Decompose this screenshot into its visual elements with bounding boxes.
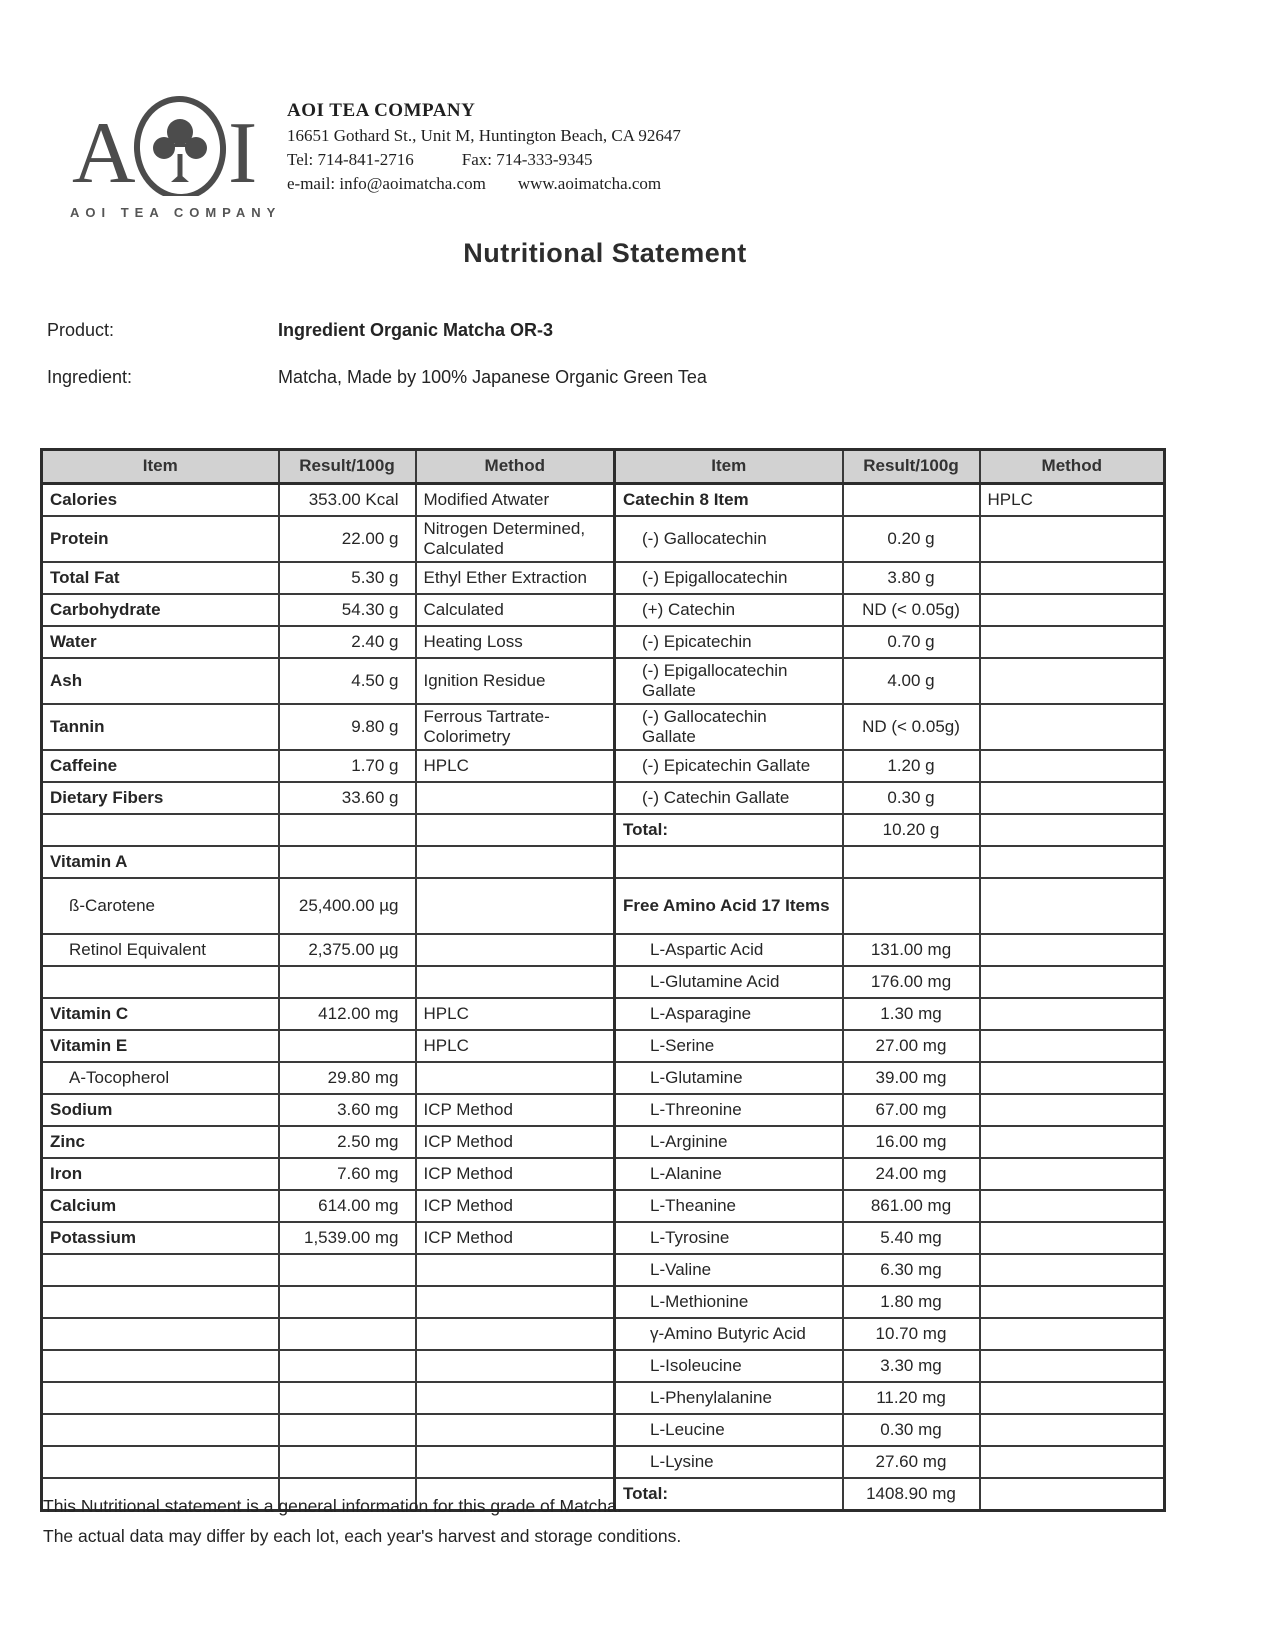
table-cell: Vitamin A bbox=[42, 846, 279, 878]
ingredient-label: Ingredient: bbox=[47, 367, 133, 387]
column-header: Item bbox=[42, 450, 279, 484]
table-cell: 33.60 g bbox=[279, 782, 416, 814]
table-cell: ND (< 0.05g) bbox=[843, 704, 980, 750]
table-row bbox=[42, 1158, 1165, 1190]
table-cell: ICP Method bbox=[416, 1094, 615, 1126]
table-header-row bbox=[42, 450, 1165, 484]
table-cell: (-) Gallocatechin Gallate bbox=[615, 704, 843, 750]
table-cell bbox=[416, 1350, 615, 1382]
table-cell: 353.00 Kcal bbox=[279, 484, 416, 517]
table-cell bbox=[980, 1446, 1165, 1478]
table-cell: 1.30 mg bbox=[843, 998, 980, 1030]
table-cell: Protein bbox=[42, 516, 279, 562]
table-cell: 0.30 mg bbox=[843, 1414, 980, 1446]
company-email: e-mail: info@aoimatcha.com bbox=[287, 174, 486, 193]
table-cell bbox=[980, 1254, 1165, 1286]
table-cell: 2,375.00 µg bbox=[279, 934, 416, 966]
table-cell bbox=[416, 1446, 615, 1478]
table-cell: 1408.90 mg bbox=[843, 1478, 980, 1511]
table-cell bbox=[980, 1222, 1165, 1254]
table-cell: Caffeine bbox=[42, 750, 279, 782]
table-cell bbox=[980, 658, 1165, 704]
table-cell: Ferrous Tartrate- Colorimetry bbox=[416, 704, 615, 750]
table-cell: Nitrogen Determined, Calculated bbox=[416, 516, 615, 562]
table-cell bbox=[416, 1414, 615, 1446]
table-cell bbox=[416, 878, 615, 934]
table-cell bbox=[42, 1350, 279, 1382]
table-cell: Modified Atwater bbox=[416, 484, 615, 517]
footnote bbox=[43, 1496, 681, 1556]
table-cell: Vitamin E bbox=[42, 1030, 279, 1062]
table-cell bbox=[980, 1414, 1165, 1446]
table-cell: 1.70 g bbox=[279, 750, 416, 782]
table-cell bbox=[980, 1286, 1165, 1318]
table-cell bbox=[42, 1382, 279, 1414]
table-cell: 39.00 mg bbox=[843, 1062, 980, 1094]
table-row bbox=[42, 1254, 1165, 1286]
table-row bbox=[42, 1318, 1165, 1350]
table-cell: 5.40 mg bbox=[843, 1222, 980, 1254]
table-cell: ND (< 0.05g) bbox=[843, 594, 980, 626]
table-cell bbox=[980, 704, 1165, 750]
table-cell bbox=[279, 1030, 416, 1062]
table-cell bbox=[279, 1350, 416, 1382]
table-cell bbox=[42, 1286, 279, 1318]
table-cell: HPLC bbox=[980, 484, 1165, 517]
column-header: Method bbox=[980, 450, 1165, 484]
table-cell: 9.80 g bbox=[279, 704, 416, 750]
table-cell: 1.80 mg bbox=[843, 1286, 980, 1318]
company-tel: Tel: 714-841-2716 bbox=[287, 150, 414, 169]
table-cell: L-Alanine bbox=[615, 1158, 843, 1190]
table-cell: 27.60 mg bbox=[843, 1446, 980, 1478]
table-row bbox=[42, 782, 1165, 814]
table-cell: (-) Epigallocatechin Gallate bbox=[615, 658, 843, 704]
table-row bbox=[42, 1222, 1165, 1254]
table-cell: 412.00 mg bbox=[279, 998, 416, 1030]
table-cell: 0.70 g bbox=[843, 626, 980, 658]
product-value: Ingredient Organic Matcha OR-3 bbox=[278, 320, 554, 340]
table-cell bbox=[980, 814, 1165, 846]
table-cell: 29.80 mg bbox=[279, 1062, 416, 1094]
table-cell bbox=[416, 934, 615, 966]
table-cell bbox=[42, 814, 279, 846]
table-cell bbox=[980, 1126, 1165, 1158]
table-cell bbox=[980, 1350, 1165, 1382]
table-cell: ß-Carotene bbox=[42, 878, 279, 934]
table-cell: 24.00 mg bbox=[843, 1158, 980, 1190]
table-cell: HPLC bbox=[416, 1030, 615, 1062]
footnote-line-2: The actual data may differ by each lot, each year's harvest and storage conditions. bbox=[43, 1526, 682, 1546]
table-row bbox=[42, 658, 1165, 704]
table-row bbox=[42, 516, 1165, 562]
table-cell: Free Amino Acid 17 Items bbox=[615, 878, 843, 934]
table-cell: Retinol Equivalent bbox=[42, 934, 279, 966]
table-row bbox=[42, 934, 1165, 966]
table-cell: (-) Gallocatechin bbox=[615, 516, 843, 562]
table-cell: (-) Catechin Gallate bbox=[615, 782, 843, 814]
column-header: Result/100g bbox=[843, 450, 980, 484]
column-header: Method bbox=[416, 450, 615, 484]
ingredient-value: Matcha, Made by 100% Japanese Organic Green Tea bbox=[278, 367, 707, 387]
table-cell bbox=[279, 1254, 416, 1286]
table-body bbox=[42, 484, 1165, 1511]
table-cell: L-Serine bbox=[615, 1030, 843, 1062]
table-cell bbox=[980, 562, 1165, 594]
table-cell bbox=[615, 846, 843, 878]
table-cell: Dietary Fibers bbox=[42, 782, 279, 814]
ingredient-row bbox=[47, 367, 707, 388]
table-cell bbox=[42, 1254, 279, 1286]
table-row bbox=[42, 750, 1165, 782]
company-name: AOI TEA COMPANY bbox=[287, 100, 476, 121]
table-row bbox=[42, 1094, 1165, 1126]
table-cell: 3.60 mg bbox=[279, 1094, 416, 1126]
table-cell: Ash bbox=[42, 658, 279, 704]
table-row bbox=[42, 814, 1165, 846]
table-cell bbox=[279, 1446, 416, 1478]
table-cell: L-Tyrosine bbox=[615, 1222, 843, 1254]
table-row bbox=[42, 1062, 1165, 1094]
table-cell: 22.00 g bbox=[279, 516, 416, 562]
table-cell: Total: bbox=[615, 814, 843, 846]
table-row bbox=[42, 1382, 1165, 1414]
table-row bbox=[42, 878, 1165, 934]
table-row bbox=[42, 484, 1165, 517]
table-cell: Heating Loss bbox=[416, 626, 615, 658]
column-header: Result/100g bbox=[279, 450, 416, 484]
table-cell: ICP Method bbox=[416, 1222, 615, 1254]
table-cell: L-Glutamine bbox=[615, 1062, 843, 1094]
table-cell bbox=[279, 1286, 416, 1318]
table-cell bbox=[416, 1286, 615, 1318]
table-cell: A-Tocopherol bbox=[42, 1062, 279, 1094]
table-cell: 1,539.00 mg bbox=[279, 1222, 416, 1254]
footnote-line-1: This Nutritional statement is a general information for this grade of Matcha. bbox=[43, 1496, 622, 1516]
table-cell bbox=[980, 998, 1165, 1030]
table-cell bbox=[980, 966, 1165, 998]
table-cell bbox=[980, 1062, 1165, 1094]
table-cell bbox=[416, 1382, 615, 1414]
table-cell: 1.20 g bbox=[843, 750, 980, 782]
company-fax: Fax: 714-333-9345 bbox=[461, 150, 593, 169]
company-logo bbox=[70, 96, 282, 220]
table-cell bbox=[42, 966, 279, 998]
table-cell bbox=[279, 1318, 416, 1350]
table-cell bbox=[980, 626, 1165, 658]
table-cell: ICP Method bbox=[416, 1126, 615, 1158]
table-cell: 0.20 g bbox=[843, 516, 980, 562]
table-cell: 614.00 mg bbox=[279, 1190, 416, 1222]
table-row bbox=[42, 1030, 1165, 1062]
table-cell: 2.50 mg bbox=[279, 1126, 416, 1158]
table-cell: 10.70 mg bbox=[843, 1318, 980, 1350]
table-cell bbox=[980, 934, 1165, 966]
table-cell: 67.00 mg bbox=[843, 1094, 980, 1126]
table-cell: L-Threonine bbox=[615, 1094, 843, 1126]
table-cell: L-Asparagine bbox=[615, 998, 843, 1030]
table-cell: L-Glutamine Acid bbox=[615, 966, 843, 998]
table-row bbox=[42, 1126, 1165, 1158]
table-cell: L-Theanine bbox=[615, 1190, 843, 1222]
table-cell: L-Isoleucine bbox=[615, 1350, 843, 1382]
table-cell bbox=[416, 782, 615, 814]
table-cell bbox=[42, 1318, 279, 1350]
table-cell bbox=[416, 1254, 615, 1286]
table-cell bbox=[980, 878, 1165, 934]
table-header bbox=[42, 450, 1165, 484]
table-cell: 6.30 mg bbox=[843, 1254, 980, 1286]
table-cell: (-) Epigallocatechin bbox=[615, 562, 843, 594]
table-cell: 10.20 g bbox=[843, 814, 980, 846]
table-cell: 11.20 mg bbox=[843, 1382, 980, 1414]
table-cell: 131.00 mg bbox=[843, 934, 980, 966]
table-cell bbox=[980, 1318, 1165, 1350]
table-cell: 5.30 g bbox=[279, 562, 416, 594]
table-cell bbox=[279, 1414, 416, 1446]
table-cell: Calcium bbox=[42, 1190, 279, 1222]
product-row bbox=[47, 320, 554, 341]
company-info bbox=[287, 100, 681, 194]
table-cell bbox=[843, 878, 980, 934]
table-row bbox=[42, 998, 1165, 1030]
product-label: Product: bbox=[47, 320, 115, 340]
table-cell bbox=[980, 1158, 1165, 1190]
table-cell: L-Lysine bbox=[615, 1446, 843, 1478]
table-cell: L-Aspartic Acid bbox=[615, 934, 843, 966]
table-row bbox=[42, 626, 1165, 658]
page-title: Nutritional Statement bbox=[463, 238, 747, 268]
table-cell bbox=[980, 1030, 1165, 1062]
table-row bbox=[42, 562, 1165, 594]
table-cell: 2.40 g bbox=[279, 626, 416, 658]
table-cell: (+) Catechin bbox=[615, 594, 843, 626]
table-cell: HPLC bbox=[416, 998, 615, 1030]
table-cell bbox=[279, 1382, 416, 1414]
table-cell: L-Methionine bbox=[615, 1286, 843, 1318]
table-cell bbox=[980, 1478, 1165, 1511]
table-cell: 27.00 mg bbox=[843, 1030, 980, 1062]
table-row bbox=[42, 1286, 1165, 1318]
table-row bbox=[42, 1190, 1165, 1222]
table-cell bbox=[279, 966, 416, 998]
table-cell: Tannin bbox=[42, 704, 279, 750]
table-cell bbox=[980, 1190, 1165, 1222]
table-row bbox=[42, 1446, 1165, 1478]
aoi-logo-graphic bbox=[70, 96, 260, 196]
table-cell bbox=[980, 750, 1165, 782]
table-cell: Carbohydrate bbox=[42, 594, 279, 626]
table-cell: L-Arginine bbox=[615, 1126, 843, 1158]
table-cell: Zinc bbox=[42, 1126, 279, 1158]
table-row bbox=[42, 594, 1165, 626]
table-cell: (-) Epicatechin bbox=[615, 626, 843, 658]
table-cell bbox=[980, 594, 1165, 626]
table-cell: L-Leucine bbox=[615, 1414, 843, 1446]
table-row bbox=[42, 1350, 1165, 1382]
table-cell: 3.30 mg bbox=[843, 1350, 980, 1382]
table-cell bbox=[980, 516, 1165, 562]
table-cell: 7.60 mg bbox=[279, 1158, 416, 1190]
table-cell bbox=[416, 966, 615, 998]
table-cell: 4.00 g bbox=[843, 658, 980, 704]
table-cell bbox=[416, 1062, 615, 1094]
table-cell bbox=[980, 1094, 1165, 1126]
table-cell bbox=[416, 814, 615, 846]
table-cell: Ignition Residue bbox=[416, 658, 615, 704]
table-cell: Vitamin C bbox=[42, 998, 279, 1030]
table-cell: 54.30 g bbox=[279, 594, 416, 626]
company-website: www.aoimatcha.com bbox=[517, 174, 662, 193]
tree-icon bbox=[153, 119, 207, 182]
table-cell: Iron bbox=[42, 1158, 279, 1190]
table-cell: L-Valine bbox=[615, 1254, 843, 1286]
table-cell: Catechin 8 Item bbox=[615, 484, 843, 517]
table-cell: γ-Amino Butyric Acid bbox=[615, 1318, 843, 1350]
table-cell: Calories bbox=[42, 484, 279, 517]
table-cell: ICP Method bbox=[416, 1190, 615, 1222]
table-cell bbox=[843, 484, 980, 517]
table-cell bbox=[843, 846, 980, 878]
table-cell bbox=[42, 1446, 279, 1478]
table-cell: HPLC bbox=[416, 750, 615, 782]
table-cell: 16.00 mg bbox=[843, 1126, 980, 1158]
table-cell: 3.80 g bbox=[843, 562, 980, 594]
table-row bbox=[42, 704, 1165, 750]
table-cell: L-Phenylalanine bbox=[615, 1382, 843, 1414]
company-contact-line bbox=[287, 174, 681, 194]
logo-caption: AOI TEA COMPANY bbox=[70, 205, 282, 220]
table-cell: (-) Epicatechin Gallate bbox=[615, 750, 843, 782]
table-cell: ICP Method bbox=[416, 1158, 615, 1190]
table-cell: Calculated bbox=[416, 594, 615, 626]
logo-letter-a: A bbox=[72, 105, 136, 196]
table-cell: Water bbox=[42, 626, 279, 658]
table-row bbox=[42, 846, 1165, 878]
table-cell bbox=[980, 782, 1165, 814]
column-header: Item bbox=[615, 450, 843, 484]
table-cell: 861.00 mg bbox=[843, 1190, 980, 1222]
logo-letter-i: I bbox=[228, 105, 258, 196]
nutrition-table-wrap bbox=[40, 448, 1166, 1512]
table-cell bbox=[416, 846, 615, 878]
table-cell: Total: bbox=[615, 1478, 843, 1511]
table-cell bbox=[42, 1414, 279, 1446]
company-address: 16651 Gothard St., Unit M, Huntington Beach, CA 92647 bbox=[287, 126, 681, 145]
company-phone-line bbox=[287, 150, 681, 170]
table-cell bbox=[980, 1382, 1165, 1414]
table-cell: Potassium bbox=[42, 1222, 279, 1254]
table-cell: Sodium bbox=[42, 1094, 279, 1126]
table-cell bbox=[980, 846, 1165, 878]
table-row bbox=[42, 1414, 1165, 1446]
table-cell: Total Fat bbox=[42, 562, 279, 594]
table-cell: Ethyl Ether Extraction bbox=[416, 562, 615, 594]
table-cell: 176.00 mg bbox=[843, 966, 980, 998]
table-cell bbox=[279, 846, 416, 878]
table-cell: 25,400.00 µg bbox=[279, 878, 416, 934]
table-cell: 0.30 g bbox=[843, 782, 980, 814]
table-cell bbox=[416, 1318, 615, 1350]
nutrition-table bbox=[40, 448, 1166, 1512]
table-row bbox=[42, 966, 1165, 998]
table-cell bbox=[279, 814, 416, 846]
table-cell: 4.50 g bbox=[279, 658, 416, 704]
